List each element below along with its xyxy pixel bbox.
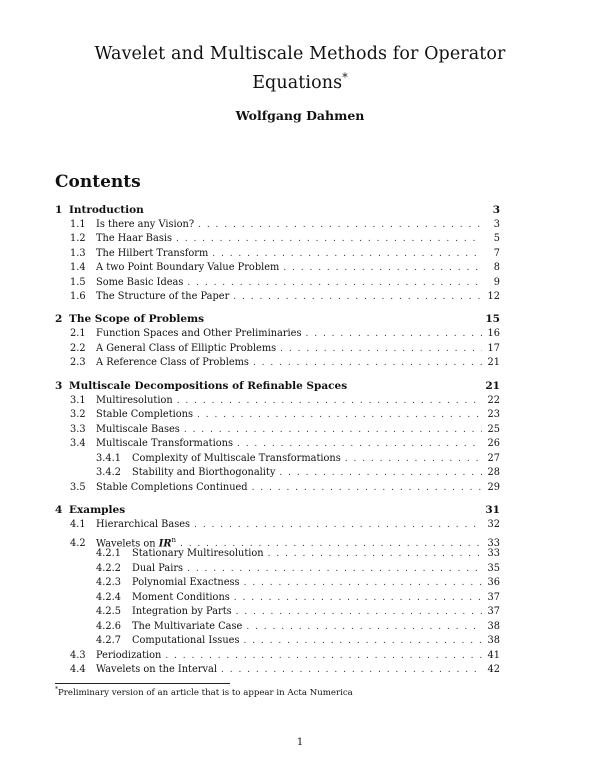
toc-subentry[interactable] [96, 591, 500, 605]
toc-leader-dots [165, 649, 482, 663]
toc-leader-dots [234, 591, 482, 605]
toc-entry[interactable] [70, 423, 500, 437]
toc-entry-title: Wavelets on $IR^n$ [96, 536, 176, 550]
toc-entry-number: 1.5 [70, 277, 86, 288]
toc-entry-title: The Multivariate Case [132, 621, 243, 632]
toc-entry-number: 4.4 [70, 664, 86, 675]
toc-entry-page: 35 [487, 563, 500, 574]
footnote-text: Preliminary version of an article that is to appear in Acta Numerica [58, 687, 353, 698]
toc-entry-number: 4.2.1 [96, 548, 121, 559]
toc-entry-number: 4.2.7 [96, 635, 121, 646]
toc-entry-number: 2.2 [70, 343, 86, 354]
toc-entry-number: 4.2.5 [96, 606, 121, 617]
toc-leader-dots [283, 261, 482, 275]
toc-subentry[interactable] [96, 605, 500, 619]
author: Wolfgang Dahmen [235, 108, 365, 123]
toc-entry-page: 12 [487, 291, 500, 302]
toc-leader-dots [197, 408, 482, 422]
toc-subentry[interactable] [96, 466, 500, 480]
toc-entry-title: A two Point Boundary Value Problem [96, 262, 280, 273]
toc-entry-number: 3.3 [70, 424, 86, 435]
toc-leader-dots [198, 218, 482, 232]
toc-entry-page: 41 [487, 650, 500, 661]
toc-entry[interactable] [70, 533, 500, 550]
title-line-2: Equations* [252, 71, 348, 93]
toc-leader-dots [176, 232, 482, 246]
math-superscript: n [171, 536, 176, 544]
toc-leader-dots [187, 276, 482, 290]
toc-entry-page: 29 [487, 482, 500, 493]
toc-subentry[interactable] [96, 547, 500, 561]
toc-entry[interactable] [70, 290, 500, 304]
toc-leader-dots [236, 605, 482, 619]
toc-section-4[interactable] [55, 503, 500, 517]
toc-entry[interactable] [70, 232, 500, 246]
toc-section-number: 4 [55, 504, 63, 516]
toc-entry-title: Polynomial Exactness [132, 577, 240, 588]
toc-entry-title: The Structure of the Paper [96, 291, 230, 302]
toc-section-title: Multiscale Decompositions of Refinable Spaces [69, 380, 348, 392]
toc-entry-number: 2.1 [70, 328, 86, 339]
toc-entry-page: 38 [487, 621, 500, 632]
toc-entry-number: 4.2.3 [96, 577, 121, 588]
toc-entry-title: Stable Completions Continued [96, 482, 248, 493]
toc-entry-page: 8 [493, 262, 500, 273]
toc-entry-title: Computational Issues [132, 635, 240, 646]
contents-heading: Contents [55, 172, 141, 192]
toc-entry-number: 1.2 [70, 233, 86, 244]
toc-entry[interactable] [70, 261, 500, 275]
toc-entry-number: 4.2.2 [96, 563, 121, 574]
toc-entry[interactable] [70, 408, 500, 422]
toc-subentry[interactable] [96, 576, 500, 590]
toc-section-1[interactable] [55, 203, 500, 217]
toc-entry[interactable] [70, 663, 500, 677]
toc-leader-dots [187, 562, 482, 576]
toc-section-number: 3 [55, 380, 63, 392]
toc-entry[interactable] [70, 481, 500, 495]
toc-entry-page: 36 [487, 577, 500, 588]
toc-section-page: 3 [492, 204, 500, 216]
toc-leader-dots [233, 290, 482, 304]
toc-entry-number: 4.3 [70, 650, 86, 661]
toc-entry-number: 1.6 [70, 291, 86, 302]
toc-entry-number: 1.3 [70, 248, 86, 259]
toc-entry-title: Integration by Parts [132, 606, 232, 617]
toc-entry-title: Hierarchical Bases [96, 519, 191, 530]
toc-section-title: The Scope of Problems [69, 313, 205, 325]
toc-entry-page: 23 [487, 409, 500, 420]
toc-entry-title: Dual Pairs [132, 563, 184, 574]
toc-section-page: 31 [485, 504, 500, 516]
toc-section-number: 1 [55, 204, 63, 216]
toc-entry-number: 4.2 [70, 538, 86, 550]
math-symbol: IR [158, 538, 172, 550]
toc-entry-title: Some Basic Ideas [96, 277, 184, 288]
toc-entry-page: 37 [487, 606, 500, 617]
toc-entry-title: Complexity of Multiscale Transformations [132, 453, 341, 464]
toc-entry-title: Moment Conditions [132, 592, 230, 603]
toc-leader-dots [253, 356, 482, 370]
toc-entry-number: 3.5 [70, 482, 86, 493]
toc-leader-dots [279, 466, 482, 480]
toc-entry-title: Is there any Vision? [96, 219, 195, 230]
toc-entry-page: 26 [487, 438, 500, 449]
toc-leader-dots [268, 547, 482, 561]
toc-entry-number: 3.4.1 [96, 453, 121, 464]
toc-entry-page: 33 [487, 548, 500, 559]
toc-entry[interactable] [70, 247, 500, 261]
toc-leader-dots [212, 247, 482, 261]
footnote [55, 684, 353, 699]
toc-entry-page: 27 [487, 453, 500, 464]
toc-entry-page: 16 [487, 328, 500, 339]
toc-entry-number: 3.4.2 [96, 467, 121, 478]
toc-entry-page: 32 [487, 519, 500, 530]
toc-subentry[interactable] [96, 634, 500, 648]
toc-entry-page: 42 [487, 664, 500, 675]
toc-entry[interactable] [70, 356, 500, 370]
toc-leader-dots [184, 423, 482, 437]
toc-entry-page: 21 [487, 357, 500, 368]
toc-entry-page: 37 [487, 592, 500, 603]
title-line-1: Wavelet and Multiscale Methods for Operator [94, 44, 506, 64]
toc-leader-dots [345, 452, 482, 466]
toc-entry-title: The Hilbert Transform [96, 248, 209, 259]
toc-entry-page: 22 [487, 395, 500, 406]
toc-entry-title: Multiscale Transformations [96, 438, 233, 449]
toc-entry[interactable] [70, 276, 500, 290]
toc-entry-page: 3 [493, 219, 500, 230]
toc-leader-dots [306, 327, 482, 341]
toc-entry-page: 28 [487, 467, 500, 478]
toc-entry[interactable] [70, 327, 500, 341]
toc-entry[interactable] [70, 437, 500, 451]
toc-section-number: 2 [55, 313, 63, 325]
toc-subentry[interactable] [96, 562, 500, 576]
toc-entry-title: Function Spaces and Other Preliminaries [96, 328, 302, 339]
title-footnote-mark: * [342, 71, 348, 84]
toc-entry[interactable] [70, 518, 500, 532]
toc-entry-title: Periodization [96, 650, 162, 661]
toc-entry-title: Stationary Multiresolution [132, 548, 264, 559]
toc-entry-page: 17 [487, 343, 500, 354]
toc-entry-number: 4.2.4 [96, 592, 121, 603]
toc-section-3[interactable] [55, 379, 500, 393]
toc-entry-number: 1.4 [70, 262, 86, 273]
toc-subentry[interactable] [96, 620, 500, 634]
toc-entry-title: The Haar Basis [96, 233, 173, 244]
toc-entry-title: Multiscale Bases [96, 424, 180, 435]
toc-leader-dots [244, 576, 482, 590]
toc-entry-page: 38 [487, 635, 500, 646]
toc-entry-page: 33 [487, 538, 500, 550]
toc-entry-number: 4.2.6 [96, 621, 121, 632]
toc-entry-title: A General Class of Elliptic Problems [96, 343, 277, 354]
toc-leader-dots [237, 437, 482, 451]
toc-section-page: 21 [485, 380, 500, 392]
toc-entry-title: Wavelets on the Interval [96, 664, 217, 675]
toc-entry-title: Stability and Biorthogonality [132, 467, 276, 478]
footnote-mark: * [55, 686, 58, 693]
toc-subentry[interactable] [96, 452, 500, 466]
toc-entry-title: Stable Completions [96, 409, 193, 420]
toc-leader-dots [177, 394, 482, 408]
toc-leader-dots [221, 663, 482, 677]
toc-leader-dots [243, 634, 482, 648]
toc-entry[interactable] [70, 394, 500, 408]
toc-entry-number: 3.2 [70, 409, 86, 420]
toc-entry-number: 3.1 [70, 395, 86, 406]
toc-entry[interactable] [70, 649, 500, 663]
toc-section-2[interactable] [55, 312, 500, 326]
page-number: 1 [296, 737, 304, 748]
toc-section-page: 15 [485, 313, 500, 325]
toc-leader-dots [246, 620, 482, 634]
toc-section-title: Introduction [69, 204, 144, 216]
toc-entry-page: 5 [493, 233, 500, 244]
toc-entry-title: Multiresolution [96, 395, 173, 406]
toc-entry-page: 7 [493, 248, 500, 259]
toc-leader-dots [194, 518, 482, 532]
toc-entry-title: A Reference Class of Problems [96, 357, 249, 368]
toc-entry-number: 2.3 [70, 357, 86, 368]
toc-entry[interactable] [70, 342, 500, 356]
toc-leader-dots [280, 342, 482, 356]
toc-entry[interactable] [70, 218, 500, 232]
toc-leader-dots [252, 481, 482, 495]
toc-entry-number: 1.1 [70, 219, 86, 230]
toc-entry-number: 4.1 [70, 519, 86, 530]
toc-entry-page: 9 [493, 277, 500, 288]
toc-section-title: Examples [69, 504, 126, 516]
toc-entry-page: 25 [487, 424, 500, 435]
toc-entry-number: 3.4 [70, 438, 86, 449]
